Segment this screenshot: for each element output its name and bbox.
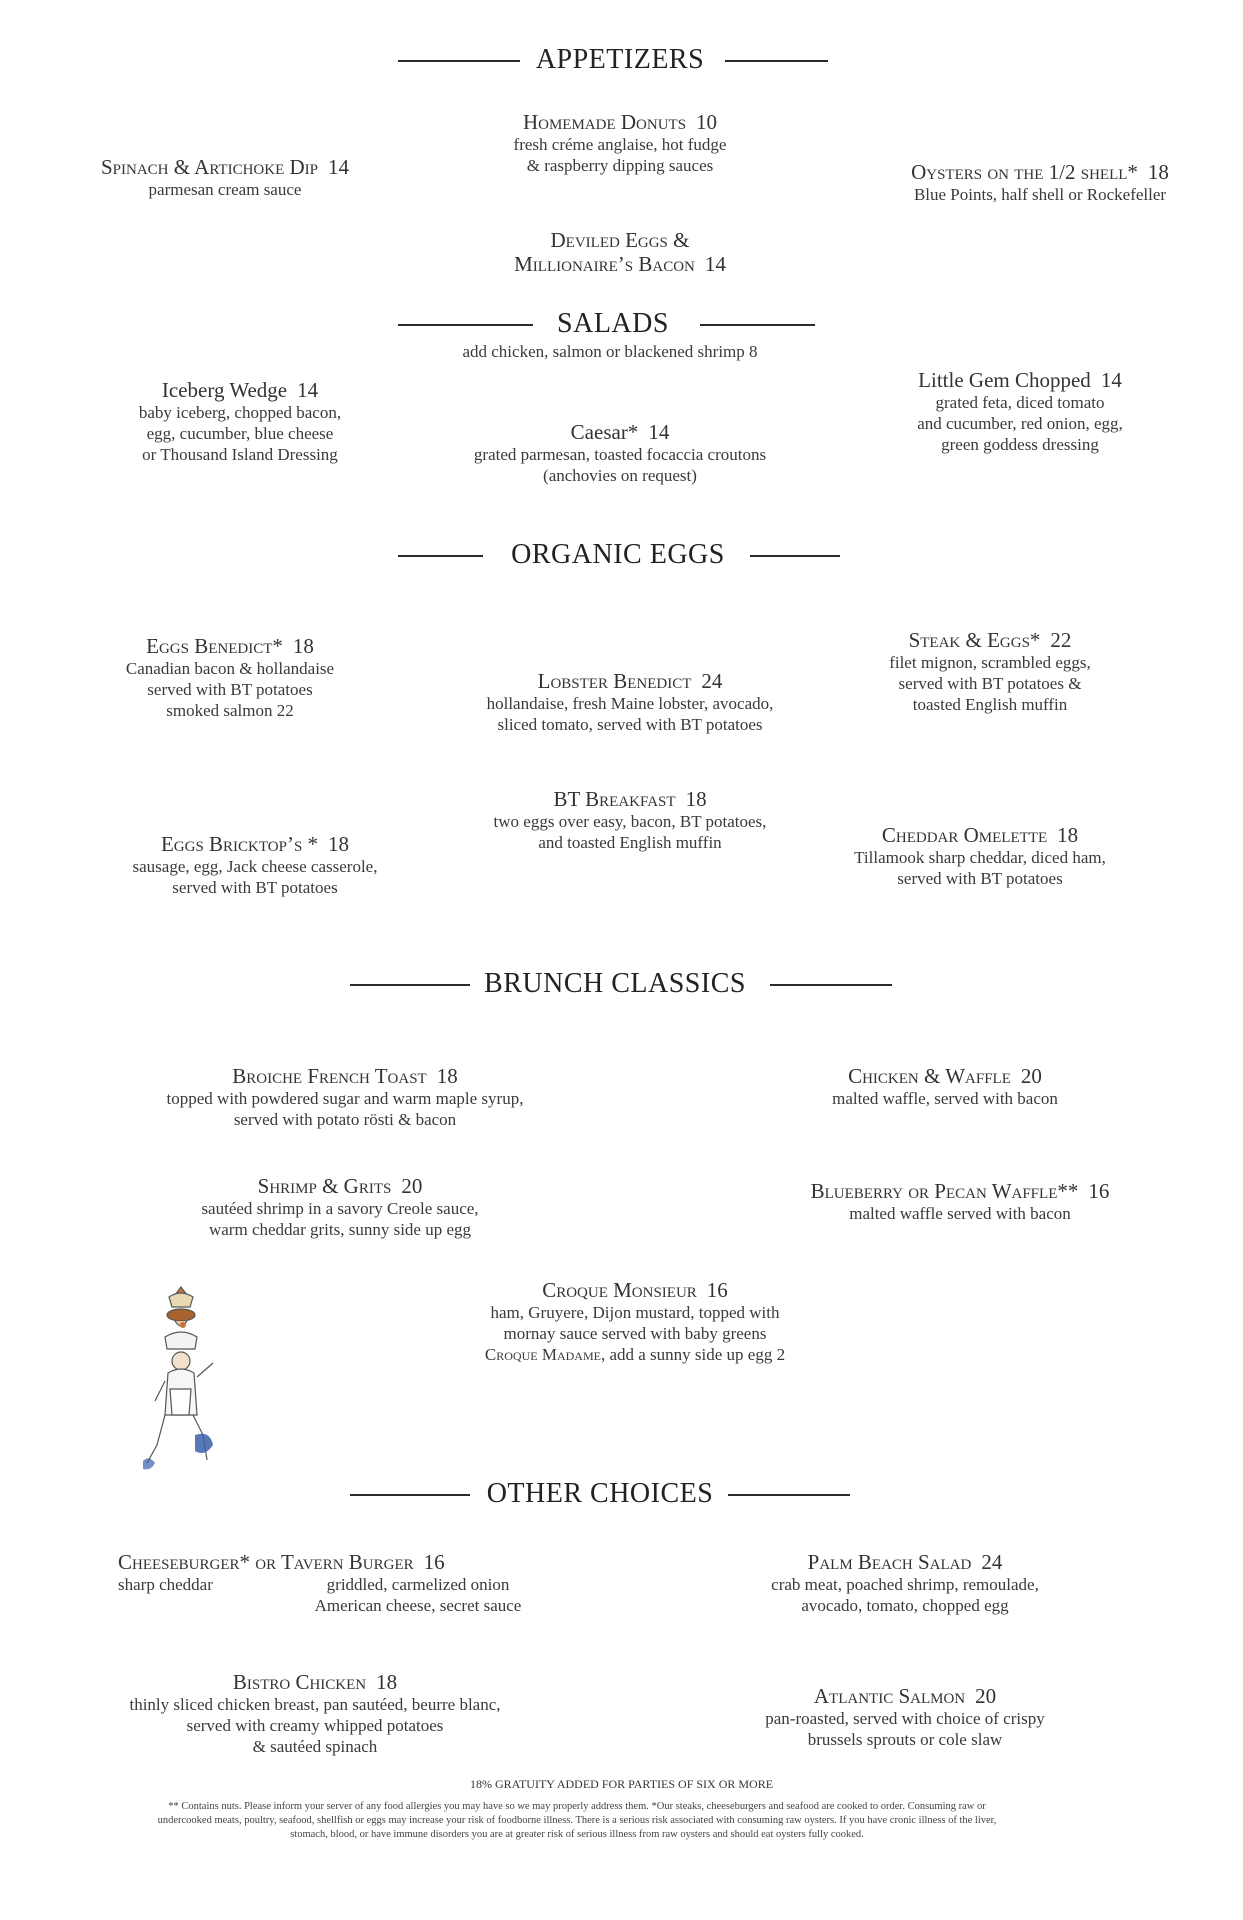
- section-title: SALADS: [557, 308, 669, 339]
- menu-item-burger: [100, 1550, 520, 1620]
- section-title: ORGANIC EGGS: [511, 539, 725, 570]
- salads-addon: [400, 341, 820, 362]
- item-desc: thinly sliced chicken breast, pan sautéed, beurre blanc,: [129, 1695, 501, 1714]
- menu-item-deviled-eggs: [460, 228, 780, 276]
- item-desc: warm cheddar grits, sunny side up egg: [208, 1220, 472, 1239]
- item-desc: sausage, egg, Jack cheese casserole,: [132, 857, 378, 876]
- section-salads: [0, 304, 1243, 344]
- item-desc: filet mignon, scrambled eggs,: [889, 653, 1091, 672]
- item-name: Eggs Bricktop’s *: [160, 832, 319, 856]
- menu-item-french-toast: [110, 1064, 580, 1130]
- menu-item-oysters: [860, 160, 1220, 205]
- item-desc: malted waffle served with bacon: [849, 1204, 1071, 1223]
- menu-item-donuts: [440, 110, 800, 176]
- item-name: Little Gem Chopped: [918, 368, 1091, 392]
- item-desc: griddled, carmelized onion: [326, 1575, 510, 1594]
- gratuity-note: 18% GRATUITY ADDED FOR PARTIES OF SIX OR MORE: [469, 1777, 774, 1791]
- item-name: Deviled Eggs &: [550, 228, 690, 252]
- chef-illustration: [135, 1285, 230, 1485]
- menu-item-chicken-waffle: [780, 1064, 1110, 1109]
- item-desc: toasted English muffin: [912, 695, 1068, 714]
- item-price: 16: [423, 1550, 445, 1574]
- item-price: 20: [1020, 1064, 1042, 1088]
- item-price: 20: [975, 1684, 997, 1708]
- section-title: APPETIZERS: [535, 44, 705, 75]
- item-desc: served with BT potatoes &: [898, 674, 1082, 693]
- section-other-choices: [0, 1474, 1243, 1514]
- croque-madame-desc: , add a sunny side up egg 2: [600, 1345, 786, 1364]
- item-name: Chicken & Waffle: [848, 1064, 1011, 1088]
- section-organic-eggs: [0, 535, 1243, 575]
- item-desc: & sautéed spinach: [252, 1737, 378, 1756]
- item-price: 14: [648, 420, 670, 444]
- item-desc: served with BT potatoes: [172, 878, 338, 897]
- menu-item-bt-breakfast: [430, 787, 830, 853]
- item-name: Atlantic Salmon: [813, 1684, 966, 1708]
- item-desc: avocado, tomato, chopped egg: [801, 1596, 1009, 1615]
- item-name: Shrimp & Grits: [257, 1174, 392, 1198]
- item-name: Spinach & Artichoke Dip: [100, 155, 319, 179]
- item-name: Cheddar Omelette: [881, 823, 1048, 847]
- item-desc: [430, 1344, 840, 1365]
- item-desc: brussels sprouts or cole slaw: [807, 1730, 1003, 1749]
- item-desc: served with BT potatoes: [897, 869, 1063, 888]
- menu-item-bistro-chicken: [90, 1670, 540, 1757]
- item-desc: sliced tomato, served with BT potatoes: [497, 715, 763, 734]
- item-desc: Canadian bacon & hollandaise: [125, 659, 335, 678]
- item-desc: green goddess dressing: [941, 435, 1099, 454]
- item-desc: two eggs over easy, bacon, BT potatoes,: [493, 812, 767, 831]
- item-price: 24: [701, 669, 723, 693]
- item-price: 20: [401, 1174, 423, 1198]
- allergy-disclaimer: ** Contains nuts. Please inform your server of any food allergies you may have so we may properly address them. *Our steaks, cheeseburgers and seafood are cooked to order. Consuming raw or undercooked meats, poultry, seafood, shellfish or eggs may increase your risk of foodborne illness. There is a serious risk associated with consuming raw oysters. If you have cronic illness of the liver, stomach, blood, or have immune disorders you are at greater risk of serious illness from raw oysters and should eat oysters fully cooked.: [157, 1801, 997, 1840]
- item-desc: served with creamy whipped potatoes: [186, 1716, 444, 1735]
- item-desc: fresh créme anglaise, hot fudge: [513, 135, 727, 154]
- item-price: 18: [685, 787, 707, 811]
- item-desc: baby iceberg, chopped bacon,: [138, 403, 342, 422]
- item-price: 22: [1050, 628, 1072, 652]
- item-name: Steak & Eggs*: [908, 628, 1041, 652]
- item-desc: & raspberry dipping sauces: [526, 156, 714, 175]
- item-price: 14: [1100, 368, 1122, 392]
- item-name: Cheeseburger* or Tavern Burger: [118, 1550, 414, 1574]
- item-name: Blueberry or Pecan Waffle**: [810, 1179, 1079, 1203]
- item-desc: and cucumber, red onion, egg,: [917, 414, 1123, 433]
- item-name: Croque Monsieur: [542, 1278, 697, 1302]
- menu-item-palm-beach-salad: [720, 1550, 1090, 1616]
- item-price: 24: [981, 1550, 1003, 1574]
- item-price: 18: [1057, 823, 1079, 847]
- item-desc: pan-roasted, served with choice of crispy: [765, 1709, 1045, 1728]
- section-brunch-classics: [0, 964, 1243, 1004]
- item-desc: hollandaise, fresh Maine lobster, avocado,: [486, 694, 774, 713]
- item-price: 16: [706, 1278, 728, 1302]
- item-desc: sautéed shrimp in a savory Creole sauce,: [201, 1199, 479, 1218]
- item-desc: American cheese, secret sauce: [314, 1596, 522, 1615]
- section-appetizers: [0, 40, 1243, 80]
- item-desc: and toasted English muffin: [538, 833, 722, 852]
- menu-item-little-gem: [850, 368, 1190, 455]
- item-desc: grated parmesan, toasted focaccia croutons: [473, 445, 767, 464]
- menu-item-iceberg: [90, 378, 390, 465]
- menu-item-waffle: [760, 1179, 1160, 1224]
- menu-item-shrimp-grits: [140, 1174, 540, 1240]
- item-desc: Blue Points, half shell or Rockefeller: [913, 185, 1167, 204]
- item-price: 14: [297, 378, 319, 402]
- item-price: 18: [1147, 160, 1169, 184]
- section-title: OTHER CHOICES: [486, 1478, 714, 1509]
- item-price: 18: [292, 634, 314, 658]
- item-desc: topped with powdered sugar and warm maple syrup,: [166, 1089, 524, 1108]
- item-desc: mornay sauce served with baby greens: [503, 1324, 767, 1343]
- item-desc: egg, cucumber, blue cheese: [146, 424, 334, 443]
- menu-item-caesar: [430, 420, 810, 486]
- section-title: BRUNCH CLASSICS: [484, 968, 746, 999]
- item-desc: grated feta, diced tomato: [935, 393, 1105, 412]
- item-desc: sharp cheddar: [118, 1575, 213, 1594]
- item-desc: parmesan cream sauce: [148, 180, 302, 199]
- item-desc: crab meat, poached shrimp, remoulade,: [771, 1575, 1039, 1594]
- item-price: 18: [328, 832, 350, 856]
- item-desc: Tillamook sharp cheddar, diced ham,: [854, 848, 1106, 867]
- menu-item-croque-monsieur: [430, 1278, 840, 1365]
- item-desc: served with potato rösti & bacon: [233, 1110, 457, 1129]
- item-desc: served with BT potatoes: [147, 680, 313, 699]
- menu-item-steak-eggs: [840, 628, 1140, 715]
- item-name: Iceberg Wedge: [161, 378, 288, 402]
- item-desc: (anchovies on request): [543, 466, 697, 485]
- menu-item-eggs-bricktops: [100, 832, 410, 898]
- item-name: Eggs Benedict*: [146, 634, 283, 658]
- item-price: 14: [704, 252, 726, 276]
- addon-text: add chicken, salmon or blackened shrimp 8: [462, 342, 758, 361]
- item-name: Broiche French Toast: [232, 1064, 427, 1088]
- item-desc: malted waffle, served with bacon: [832, 1089, 1058, 1108]
- item-name: Bistro Chicken: [232, 1670, 367, 1694]
- menu-item-eggs-benedict: [90, 634, 370, 721]
- item-name: Caesar*: [570, 420, 639, 444]
- item-desc: smoked salmon 22: [166, 701, 294, 720]
- menu-item-cheddar-omelette: [800, 823, 1160, 889]
- item-name: Palm Beach Salad: [807, 1550, 972, 1574]
- item-price: 14: [328, 155, 350, 179]
- item-name: Lobster Benedict: [537, 669, 692, 693]
- menu-item-lobster-benedict: [430, 669, 830, 735]
- item-name: BT Breakfast: [553, 787, 676, 811]
- item-price: 10: [696, 110, 718, 134]
- item-price: 16: [1088, 1179, 1110, 1203]
- croque-madame-label: Croque Madame: [484, 1345, 601, 1364]
- menu-item-spinach-dip: [60, 155, 390, 200]
- item-name: Homemade Donuts: [522, 110, 687, 134]
- item-name: Oysters on the 1/2 shell*: [911, 160, 1138, 184]
- item-desc: or Thousand Island Dressing: [142, 445, 338, 464]
- item-price: 18: [376, 1670, 398, 1694]
- menu-item-atlantic-salmon: [700, 1684, 1110, 1750]
- item-name: Millionaire’s Bacon: [514, 252, 695, 276]
- item-desc: ham, Gruyere, Dijon mustard, topped with: [490, 1303, 780, 1322]
- item-price: 18: [436, 1064, 458, 1088]
